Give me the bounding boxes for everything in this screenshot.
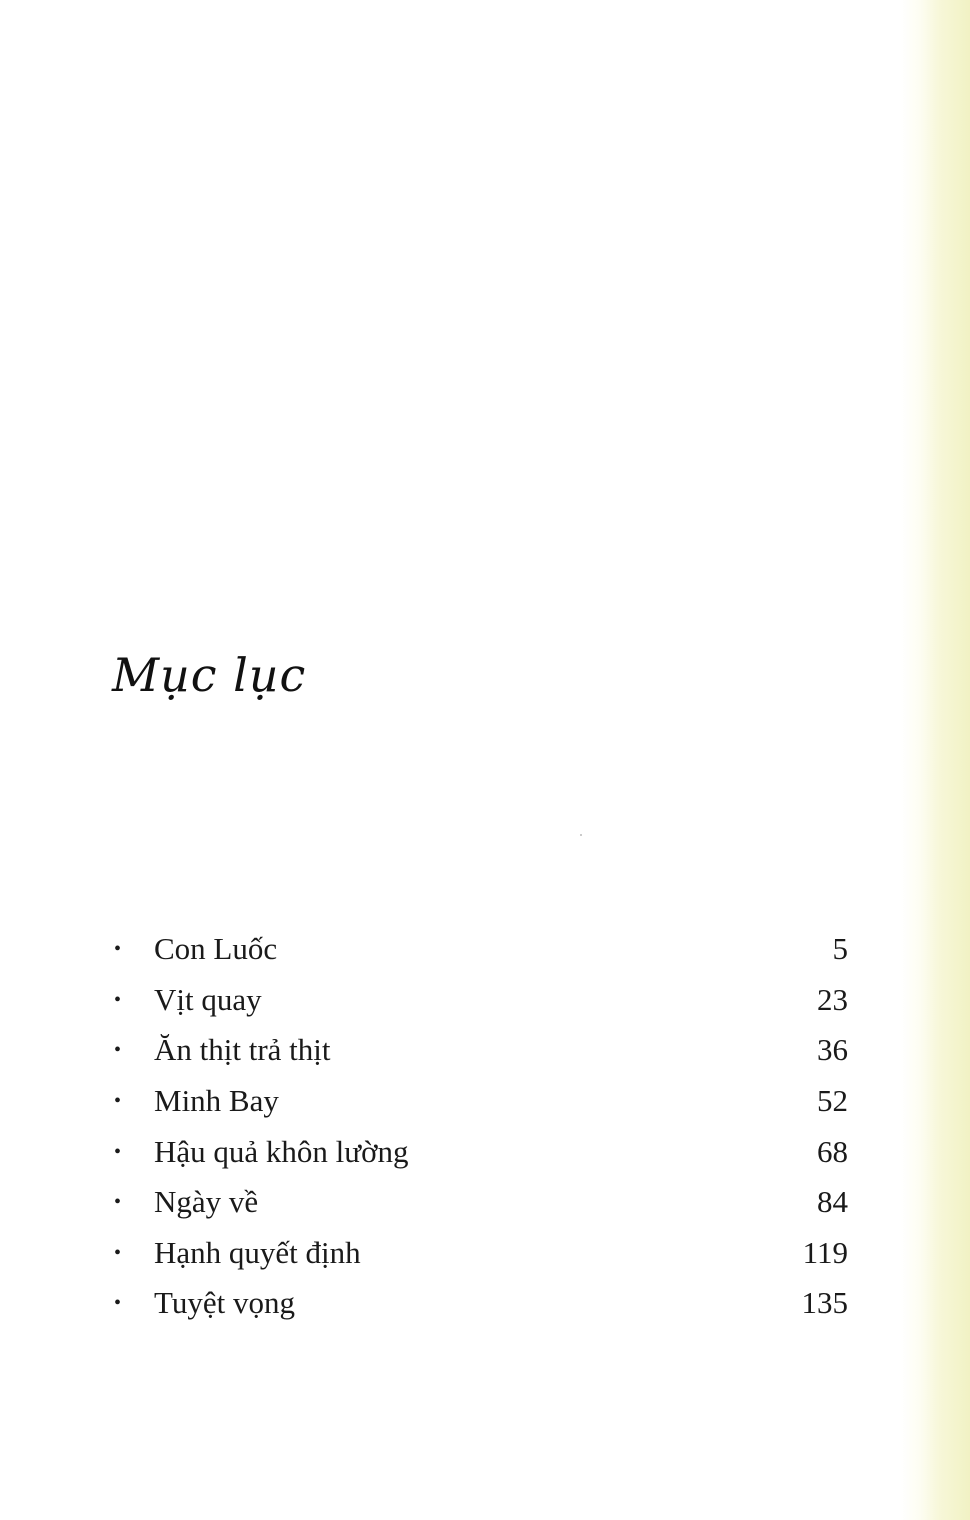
bullet-icon: • xyxy=(114,1090,122,1113)
speck-mark xyxy=(580,834,582,836)
toc-entry-page: 36 xyxy=(817,1032,848,1068)
bullet-icon: • xyxy=(114,1241,122,1264)
toc-entry xyxy=(112,924,848,975)
toc-entry-page: 5 xyxy=(832,931,848,967)
bullet-icon: • xyxy=(114,1292,122,1315)
toc-entry-title: Hậu quả khôn lường xyxy=(154,1133,409,1169)
toc-entry xyxy=(112,1228,848,1279)
toc-entry-title: Tuyệt vọng xyxy=(154,1285,295,1321)
toc-entry-title: Ăn thịt trả thịt xyxy=(154,1032,331,1068)
toc-entry-page: 84 xyxy=(817,1184,848,1220)
toc-entry-title: Con Luốc xyxy=(154,931,278,967)
toc-entry xyxy=(112,1278,848,1329)
toc-entry-title: Hạnh quyết định xyxy=(154,1234,361,1270)
toc-entry-title: Vịt quay xyxy=(154,981,262,1017)
bullet-icon: • xyxy=(114,988,122,1011)
toc-entry-page: 119 xyxy=(802,1234,848,1270)
toc-entry xyxy=(112,1076,848,1127)
bullet-icon: • xyxy=(114,1039,122,1062)
table-of-contents xyxy=(112,924,848,1329)
page-title: Mục lục xyxy=(112,648,307,702)
toc-entry-page: 52 xyxy=(817,1083,848,1119)
toc-entry xyxy=(112,1025,848,1076)
toc-entry-page: 135 xyxy=(801,1285,848,1321)
toc-entry-page: 23 xyxy=(817,981,848,1017)
bullet-icon: • xyxy=(114,1191,122,1214)
toc-entry xyxy=(112,975,848,1026)
toc-entry xyxy=(112,1126,848,1177)
toc-entry-page: 68 xyxy=(817,1133,848,1169)
bullet-icon: • xyxy=(114,938,122,961)
toc-entry-title: Ngày về xyxy=(154,1184,259,1220)
toc-entry xyxy=(112,1177,848,1228)
bullet-icon: • xyxy=(114,1140,122,1163)
toc-entry-title: Minh Bay xyxy=(154,1083,279,1119)
